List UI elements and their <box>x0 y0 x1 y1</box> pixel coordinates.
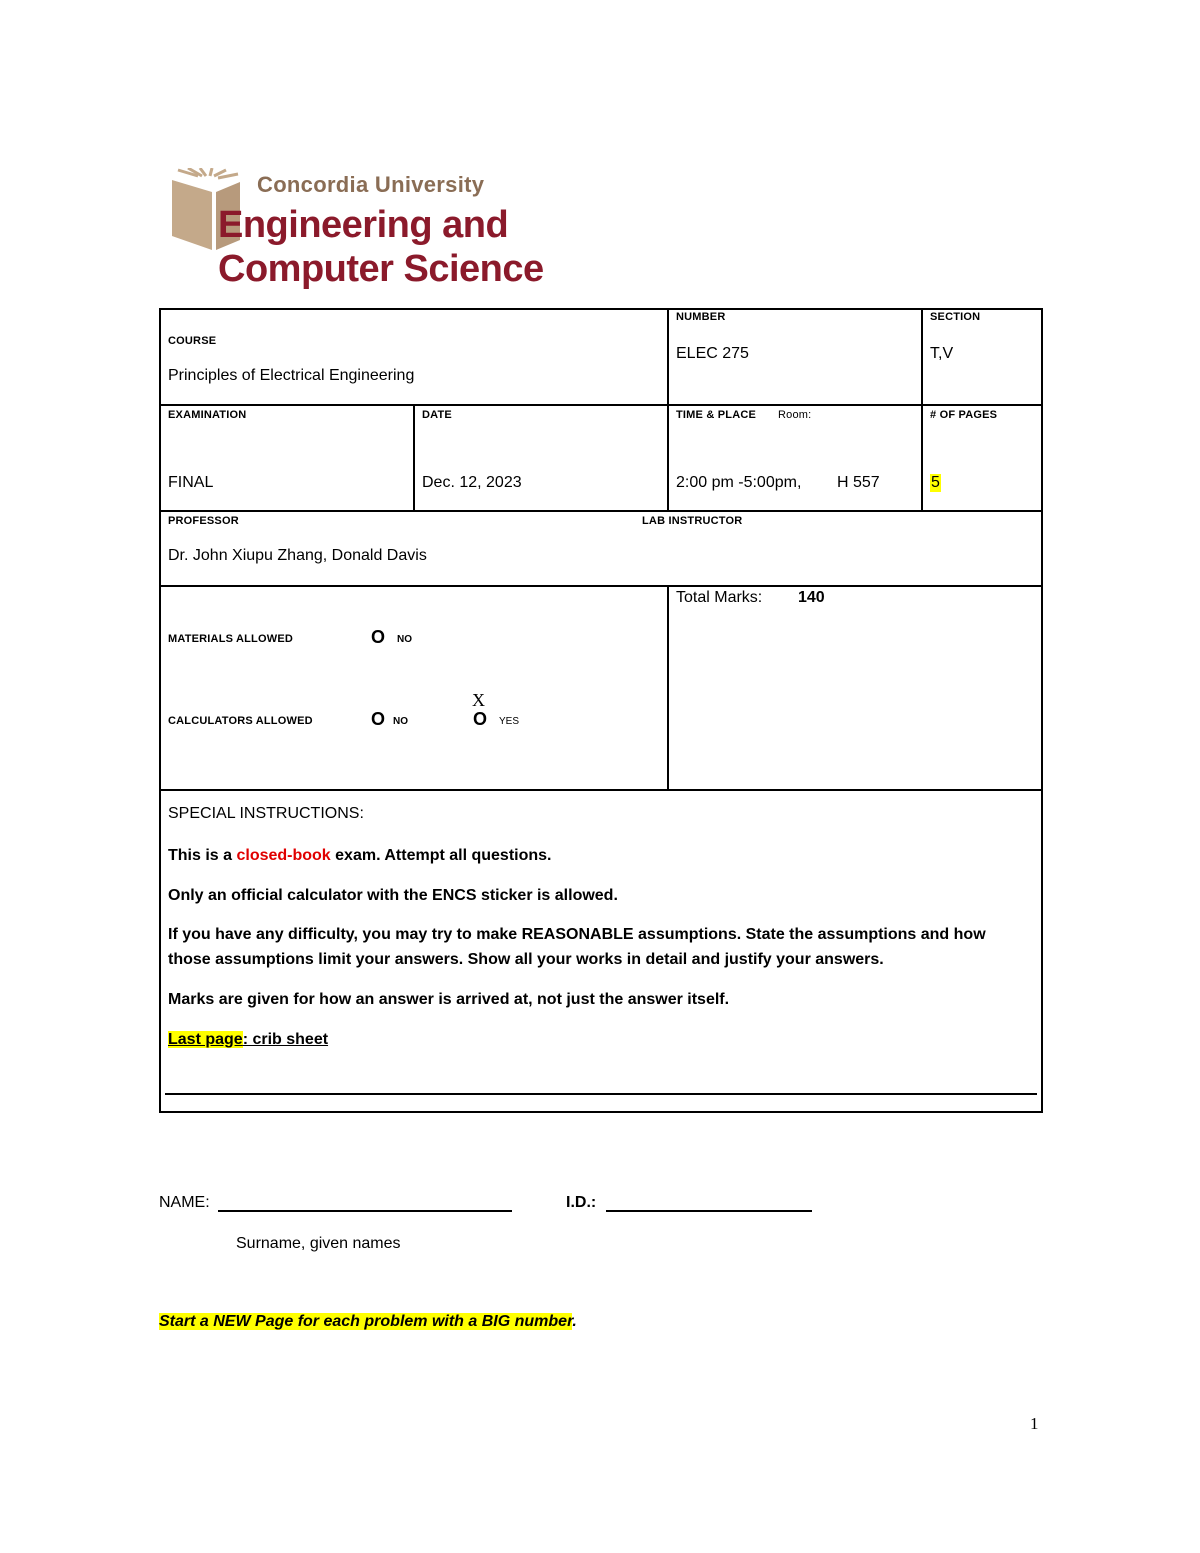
col-divider <box>667 308 669 406</box>
instruction-assumptions: If you have any difficulty, you may try to make REASONABLE assumptions. State the assumptions and how those assumptions limit your answers. Show all your works in detail and justify your answers. <box>168 926 986 968</box>
total-marks-value: 140 <box>798 589 825 606</box>
instructions-underline <box>165 1093 1037 1095</box>
closed-book-text: closed-book <box>236 847 331 864</box>
instruction-last-page <box>168 1027 1018 1052</box>
name-hint: Surname, given names <box>236 1235 401 1252</box>
row-divider <box>159 585 1043 587</box>
instruction-closed-book <box>168 843 1018 868</box>
room-value: H 557 <box>837 474 880 491</box>
col-divider <box>921 308 923 406</box>
calculators-yes-mark: X <box>472 690 485 710</box>
room-label: Room: <box>778 409 812 421</box>
new-page-note-text: Start a NEW Page for each problem with a BIG number <box>159 1313 573 1330</box>
instruction-text: This is a <box>168 847 237 864</box>
number-label: NUMBER <box>676 311 726 323</box>
last-page-text: Last page <box>168 1031 243 1048</box>
id-field[interactable] <box>606 1210 812 1212</box>
professor-label: PROFESSOR <box>168 515 239 527</box>
col-divider <box>667 404 669 512</box>
id-label: I.D.: <box>566 1194 597 1211</box>
new-page-note-period: . <box>572 1313 577 1330</box>
col-divider <box>921 404 923 512</box>
logo-university: Concordia University <box>257 172 485 197</box>
total-marks-label: Total Marks: <box>676 589 763 606</box>
section-label: SECTION <box>930 311 981 323</box>
date-label: DATE <box>422 409 452 421</box>
instructions-heading: SPECIAL INSTRUCTIONS: <box>168 805 364 822</box>
col-divider <box>413 404 415 512</box>
row-divider <box>159 789 1043 791</box>
pages-label: # OF PAGES <box>930 409 998 421</box>
time-value: 2:00 pm -5:00pm, <box>676 474 802 491</box>
materials-no-circle[interactable]: O <box>371 627 386 647</box>
instruction-marks: Marks are given for how an answer is arrived at, not just the answer itself. <box>168 991 730 1008</box>
calculators-yes-label: YES <box>499 716 520 727</box>
calculators-no-label: NO <box>393 716 408 727</box>
instruction-text: exam. Attempt all questions. <box>330 847 552 864</box>
name-label: NAME: <box>159 1194 210 1211</box>
logo-line-2: Computer Science <box>218 248 544 290</box>
professor-value: Dr. John Xiupu Zhang, Donald Davis <box>168 547 427 564</box>
instruction-calculator: Only an official calculator with the ENCS sticker is allowed. <box>168 887 618 904</box>
examination-value: FINAL <box>168 474 214 491</box>
examination-label: EXAMINATION <box>168 409 247 421</box>
date-value: Dec. 12, 2023 <box>422 474 522 491</box>
row-divider <box>159 510 1043 512</box>
calculators-label: CALCULATORS ALLOWED <box>168 715 313 727</box>
calculators-no-circle[interactable]: O <box>371 709 386 729</box>
time-place-label: TIME & PLACE <box>676 409 757 421</box>
pages-value: 5 <box>931 474 940 491</box>
materials-no-label: NO <box>397 634 412 645</box>
course-label: COURSE <box>168 335 217 347</box>
number-value: ELEC 275 <box>676 345 749 362</box>
logo-line-1: Engineering and <box>218 204 509 246</box>
materials-label: MATERIALS ALLOWED <box>168 633 293 645</box>
lab-instructor-label: LAB INSTRUCTOR <box>642 515 743 527</box>
page-number: 1 <box>1030 1414 1039 1433</box>
crib-sheet-text: : crib sheet <box>242 1031 329 1048</box>
new-page-note <box>159 1313 577 1331</box>
calculators-yes-circle[interactable]: O <box>473 709 488 729</box>
col-divider <box>667 585 669 791</box>
course-value: Principles of Electrical Engineering <box>168 367 415 384</box>
section-value: T,V <box>930 345 954 362</box>
name-field[interactable] <box>218 1210 512 1212</box>
row-divider <box>159 404 1043 406</box>
